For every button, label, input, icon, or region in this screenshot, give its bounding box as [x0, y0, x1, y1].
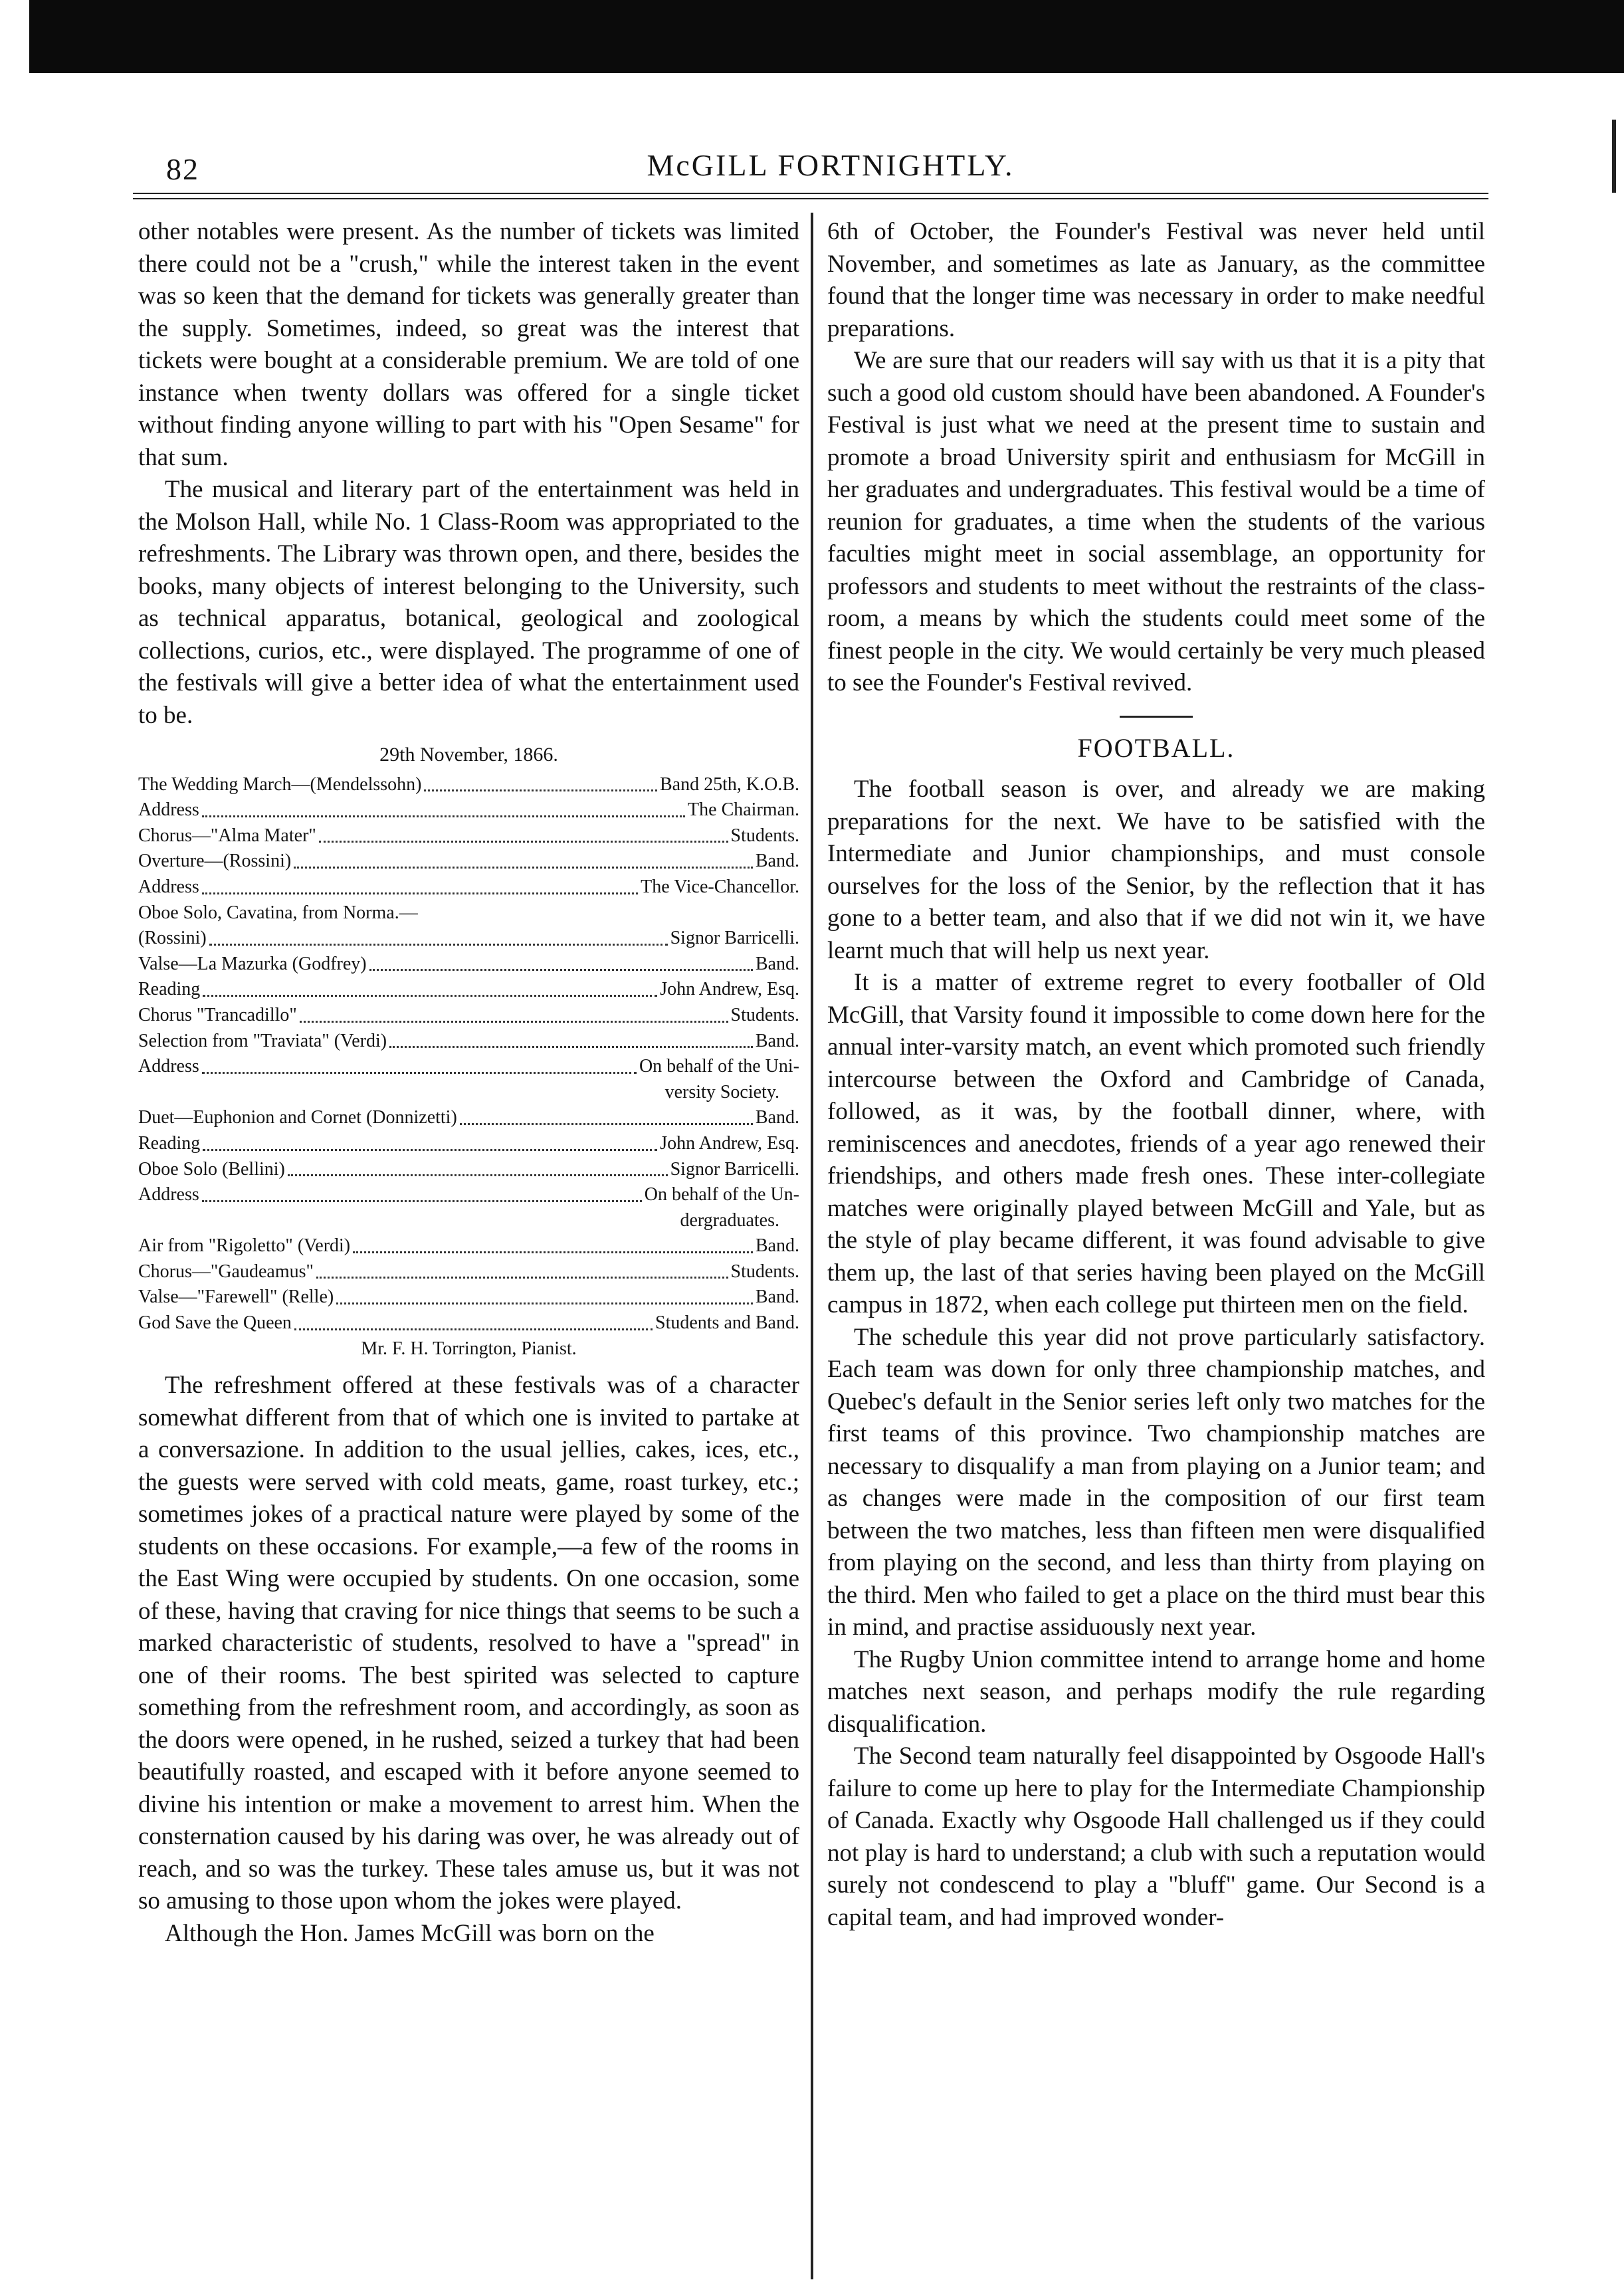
programme-items	[138, 772, 799, 1336]
programme-performer: On behalf of the Uni-	[639, 1056, 799, 1077]
programme-piece: Overture—(Rossini)	[138, 851, 292, 872]
paragraph: 6th of October, the Founder's Festival was never held until November, and sometimes as late as January, as the committee found that the longer time was necessary in order to make needful preparations.	[827, 218, 1485, 342]
programme-item	[138, 875, 799, 900]
dot-leader	[336, 1302, 753, 1304]
programme-piece: Chorus—"Alma Mater"	[138, 825, 316, 846]
programme-performer: Students.	[730, 1261, 799, 1282]
programme-piece: (Rossini)	[138, 928, 207, 949]
programme-performer: Band.	[755, 1030, 799, 1051]
programme-credit: Mr. F. H. Torrington, Pianist.	[361, 1338, 577, 1359]
programme-piece: Address	[138, 876, 199, 897]
dot-leader	[294, 867, 753, 869]
paragraph: It is a matter of extreme regret to every footballer of Old McGill, that Varsity found it impossible to come down here for the annual inter-varsity match, an event which promoted such friendly intercourse between the Oxford and Cambridge of Canada, followed, as it was, by the football dinner, where, with reminiscences and anecdotes, friends of a year ago renewed their friendships, and others made fresh ones. These inter-collegiate matches were originally played between McGill and Yale, but as the style of play became different, it was found advisable to give them up, the last of that series having been played on the McGill campus in 1872, when each college put thirteen men on the field.	[827, 969, 1485, 1318]
programme-performer: Band.	[755, 953, 799, 974]
journal-title: McGILL FORTNIGHTLY.	[647, 148, 1015, 182]
programme-item	[138, 977, 799, 1003]
programme-performer: versity Society.	[664, 1081, 779, 1102]
paragraph: The Rugby Union committee intend to arrange home and home matches next season, and perhaps modify the rule regarding disqualification.	[827, 1645, 1485, 1738]
left-column	[138, 216, 799, 1950]
right-column	[827, 216, 1485, 1934]
festival-programme	[138, 742, 799, 1362]
programme-item	[138, 952, 799, 978]
programme-piece: Oboe Solo (Bellini)	[138, 1158, 285, 1180]
programme-piece: Address	[138, 799, 199, 821]
programme-item	[138, 1003, 799, 1029]
paragraph: The football season is over, and already we are making preparations for the next. We have to be satisfied with the Intermediate and Junior championships, and must console ourselves for the loss of the Senior, by the reflection that it has gone to a better team, and also that if we did not win it, we have learnt much that will help us next year.	[827, 776, 1485, 964]
dot-leader	[202, 815, 685, 817]
programme-performer: Band.	[755, 1235, 799, 1257]
dot-leader	[460, 1123, 753, 1125]
programme-performer: John Andrew, Esq.	[660, 1132, 799, 1154]
programme-performer: Students.	[730, 1004, 799, 1025]
programme-piece: The Wedding March—(Mendelssohn)	[138, 774, 422, 795]
dot-leader	[353, 1251, 753, 1253]
scan-margin-mark	[1612, 120, 1616, 193]
programme-item	[138, 849, 799, 875]
programme-item	[138, 1131, 799, 1157]
dot-leader	[203, 995, 657, 997]
header-rule	[133, 193, 1488, 199]
dot-leader	[424, 789, 657, 791]
programme-piece: Reading	[138, 1132, 201, 1154]
programme-item	[138, 926, 799, 952]
programme-performer: Signor Barricelli.	[670, 1158, 799, 1180]
programme-item	[138, 1054, 799, 1080]
programme-item	[138, 1157, 799, 1183]
dot-leader	[209, 944, 668, 946]
programme-performer: Band.	[755, 1287, 799, 1308]
programme-item	[138, 823, 799, 849]
dot-leader	[202, 1200, 642, 1202]
programme-piece: Address	[138, 1184, 199, 1205]
programme-item	[138, 1182, 799, 1208]
dot-leader	[202, 892, 638, 894]
paragraph: The refreshment offered at these festivals was of a character somewhat different from that of which one is invited to partake at a conversazione. In addition to the usual jellies, cakes, ices, etc., the guests were served with cold meats, game, roast turkey, etc.; sometimes jokes of a practical nature were played by some of the students on these occasions. For example,—a few of the rooms in the East Wing were occupied by students. On one occasion, some of these, having that craving for nice things that seems to be such a marked characteristic of students, resolved to have a "spread" in one of their rooms. The best spirited was selected to capture something from the refreshment room, and accordingly, as soon as the doors were opened, in he rushed, seized a turkey that had been beautifully roasted, and escaped with it before anyone seemed to divine his intention or make a movement to arrest him. When the consternation caused by his daring was over, he was already out of reach, and so was the turkey. These tales amuse us, but it was not so amusing to those upon whom the jokes were played.	[138, 1372, 799, 1915]
dot-leader	[294, 1328, 653, 1330]
dot-leader	[316, 1277, 728, 1279]
paragraph: We are sure that our readers will say with us that it is a pity that such a good old custom should have been abandoned. A Founder's Festival is just what we need at the present time to sustain and promote a broad University spirit and enthusiasm for McGill in her graduates and undergraduates. This festival would be a time of reunion for graduates, a time when the students of the various faculties might meet in social assemblage, an opportunity for professors and students to meet without the restraints of the class-room, a means by which the students could meet some of the finest people in the city. We would certainly be very much pleased to see the Founder's Festival revived.	[827, 347, 1485, 696]
scan-top-bar	[29, 0, 1624, 73]
programme-performer: Band.	[755, 1107, 799, 1128]
programme-item	[138, 900, 799, 926]
section-heading: FOOTBALL.	[1077, 732, 1235, 763]
programme-performer: The Chairman.	[688, 799, 799, 821]
programme-piece: Chorus—"Gaudeamus"	[138, 1261, 314, 1282]
paragraph: The schedule this year did not prove particularly satisfactory. Each team was down for only three championship matches, and Quebec's default in the Senior series left only two matches for the first teams of this province. Two championship matches are necessary to disqualify a man from playing on a Junior team; and as changes were made in the composition of our first team between the two matches, less than fifteen men were disqualified from playing on the second, and less than thirty from playing on the third. Men who failed to get a place on the third must bear this in mind, and practise assiduously next year.	[827, 1323, 1485, 1641]
programme-piece: Oboe Solo, Cavatina, from Norma.—	[138, 902, 418, 923]
programme-piece: Duet—Euphonion and Cornet (Donnizetti)	[138, 1107, 457, 1128]
programme-piece: Valse—"Farewell" (Relle)	[138, 1287, 334, 1308]
programme-piece: Reading	[138, 979, 201, 1000]
programme-item	[138, 797, 799, 823]
dot-leader	[202, 1072, 637, 1074]
paragraph: Although the Hon. James McGill was born on the	[165, 1919, 655, 1947]
programme-item	[138, 1105, 799, 1131]
dot-leader	[203, 1149, 657, 1151]
programme-performer: Students.	[730, 825, 799, 846]
programme-piece: Address	[138, 1056, 199, 1077]
programme-performer: Band.	[755, 851, 799, 872]
programme-item	[138, 1285, 799, 1310]
programme-piece: Valse—La Mazurka (Godfrey)	[138, 953, 367, 974]
programme-piece: Air from "Rigoletto" (Verdi)	[138, 1235, 351, 1257]
paragraph: The musical and literary part of the entertainment was held in the Molson Hall, while No. 1 Class-Room was appropriated to the refreshments. The Library was thrown open, and there, besides the books, many objects of interest belonging to the University, such as technical apparatus, botanical, geological and zoological collections, curios, etc., were displayed. The programme of one of the festivals will give a better idea of what the entertainment used to be.	[138, 476, 799, 729]
dot-leader	[389, 1046, 753, 1048]
running-header	[166, 148, 1495, 194]
programme-piece: God Save the Queen	[138, 1312, 292, 1334]
programme-performer: Students and Band.	[655, 1312, 799, 1334]
programme-performer: The Vice-Chancellor.	[641, 876, 799, 897]
programme-piece: Chorus "Trancadillo"	[138, 1004, 297, 1025]
dot-leader	[369, 969, 753, 971]
paragraph: The Second team naturally feel disappointed by Osgoode Hall's failure to come up here to play for the Intermediate Championship of Canada. Exactly why Osgoode Hall challenged us if they could not play is hard to understand; a club with such a reputation would surely not condescend to play a "bluff" game. Our Second is a capital team, and had improved wonder-	[827, 1742, 1485, 1931]
programme-piece: Selection from "Traviata" (Verdi)	[138, 1030, 387, 1051]
programme-performer: Band 25th, K.O.B.	[660, 774, 799, 795]
paragraph: other notables were present. As the number of tickets was limited there could not be a "crush," while the interest taken in the event was so keen that the demand for tickets was generally greater than the supply. Sometimes, indeed, so great was the interest that tickets were bought at a considerable premium. We are told of one instance when twenty dollars was offered for a single ticket without finding anyone willing to part with his "Open Sesame" for that sum.	[138, 218, 799, 471]
programme-performer: dergraduates.	[680, 1209, 779, 1231]
scan-edge-mark	[545, 74, 571, 86]
programme-item	[138, 1029, 799, 1055]
dot-leader	[300, 1021, 728, 1023]
programme-item	[138, 1259, 799, 1285]
programme-item	[138, 1080, 799, 1106]
programme-item	[138, 1208, 799, 1234]
dot-leader	[288, 1174, 668, 1176]
programme-date: 29th November, 1866.	[379, 744, 558, 766]
programme-item	[138, 772, 799, 798]
programme-item	[138, 1310, 799, 1336]
programme-performer: John Andrew, Esq.	[660, 979, 799, 1000]
page-number: 82	[166, 152, 199, 186]
section-rule	[1120, 716, 1193, 718]
column-divider	[811, 213, 813, 2279]
programme-performer: Signor Barricelli.	[670, 928, 799, 949]
programme-item	[138, 1233, 799, 1259]
programme-performer: On behalf of the Un-	[644, 1184, 799, 1205]
dot-leader	[319, 841, 728, 843]
